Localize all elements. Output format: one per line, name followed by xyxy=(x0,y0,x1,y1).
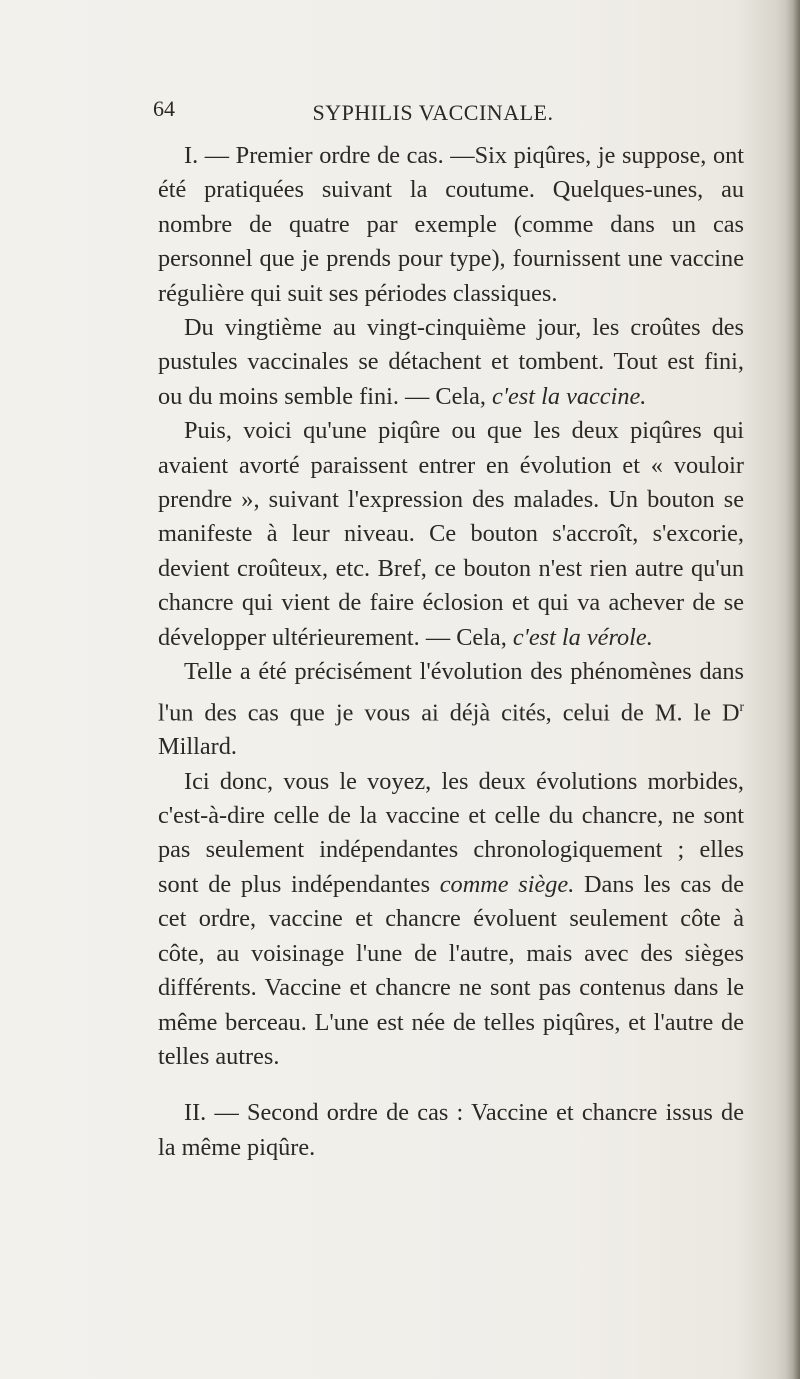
paragraph-second-ordre: II. — Second ordre de cas : Vaccine et chancre issus de la même piqûre. xyxy=(158,1099,744,1161)
page-number: 64 xyxy=(153,96,175,121)
paragraph-evolutions xyxy=(158,765,744,1075)
paragraph-verole xyxy=(158,414,744,655)
running-title: SYPHILIS VACCINALE. xyxy=(312,100,554,125)
italic-phrase: c'est la vaccine. xyxy=(492,382,647,410)
paragraph-millard xyxy=(158,655,744,765)
page-edge-shadow xyxy=(786,0,800,1379)
paragraph-vaccine xyxy=(158,311,744,414)
paragraph-text: Millard. xyxy=(158,733,237,761)
paragraph-text: Dans les cas de cet ordre, vaccine et chancre évoluent seulement côte à côte, au voisinage l'une de l'autre, mais avec des sièges différents. Vaccine et chancre ne sont pas contenus dans le même berceau. L'une est née de telles piqûres, et l'autre de telles autres. xyxy=(158,870,744,1070)
paragraph-text: Puis, voici qu'une piqûre ou que les deux piqûres qui avaient avorté paraissent entrer en évolution et « vouloir prendre », suivant l'expression des malades. Un bouton se manifeste à leur niveau. Ce bouton s'accroît, s'excorie, devient croûteux, etc. Bref, ce bouton n'est rien autre qu'un chancre qui vient de faire éclosion et qui va achever de se développer ultérieurement. — Cela, xyxy=(158,417,744,651)
paragraph-text: Telle a été précisément l'évolution des phénomènes dans l'un des cas que je vous ai déjà cités, celui de M. le D xyxy=(158,658,744,726)
paragraph-text: Du vingtième au vingt-cinquième jour, les croûtes des pustules vaccinales se détachent et tombent. Tout est fini, ou du moins semble fini. — Cela, xyxy=(158,314,744,410)
body-text xyxy=(158,139,744,1165)
italic-phrase: c'est la vérole. xyxy=(512,623,653,651)
paragraph-premier-ordre: I. — Premier ordre de cas. —Six piqûres, je suppose, ont été pratiquées suivant la coutume. Quelques-unes, au nombre de quatre par exemple (comme dans un cas personnel que je prends pour type), fournissent une vaccine régulière qui suit ses périodes classiques. xyxy=(158,142,744,307)
paragraph-text: Ici donc, vous le voyez, les deux évolutions morbides, c'est-à-dire celle de la vaccine et celle du chancre, ne sont pas seulement indépendantes chronologiquement ; elles sont de plus indépendantes xyxy=(158,767,744,898)
italic-phrase: comme siège. xyxy=(439,870,575,898)
superscript: r xyxy=(739,698,744,714)
